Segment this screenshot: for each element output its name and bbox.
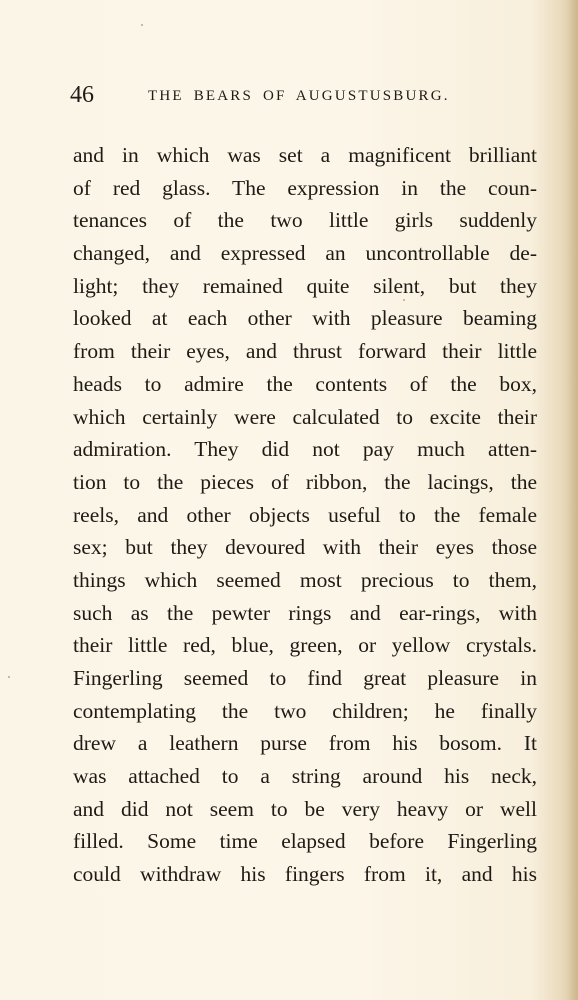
text-line: sex; but they devoured with their eyes those [73,535,537,560]
text-line: tion to the pieces of ribbon, the lacings, the [73,469,537,494]
text-line: of red glass. The expression in the coun- [73,175,537,200]
text-line: their little red, blue, green, or yellow crystals. [73,633,537,658]
text-line: admiration. They did not pay much atten- [73,437,537,462]
page-edge-shadow [566,0,578,1000]
text-line: and in which was set a magnificent brilliant [73,143,537,167]
text-line: tenances of the two little girls suddenly [73,208,537,233]
paper-speck [141,24,143,26]
paper-speck [8,676,10,678]
text-line: drew a leathern purse from his bosom. It [73,731,537,756]
text-line: from their eyes, and thrust forward their little [73,339,537,364]
text-line: contemplating the two children; he finally [73,698,537,723]
body-text [73,139,537,891]
text-line: Fingerling seemed to find great pleasure in [73,666,537,690]
text-line: was attached to a string around his neck, [73,764,537,789]
text-line: and did not seem to be very heavy or well [73,796,537,821]
page-number: 46 [70,82,94,108]
text-line: changed, and expressed an uncontrollable de- [73,241,537,266]
text-line: heads to admire the contents of the box, [73,371,537,396]
page-header [70,82,540,112]
text-line: filled. Some time elapsed before Fingerling [73,829,537,854]
text-line: which certainly were calculated to excite their [73,404,537,429]
text-line: reels, and other objects useful to the female [73,502,537,527]
text-line: things which seemed most precious to them, [73,567,537,592]
text-line: looked at each other with pleasure beaming [73,306,537,331]
text-line: light; they remained quite silent, but they [73,273,537,298]
text-line: could withdraw his fingers from it, and his [73,862,537,887]
running-title: THE BEARS OF AUGUSTUSBURG. [148,88,450,104]
text-line: such as the pewter rings and ear-rings, with [73,600,537,625]
